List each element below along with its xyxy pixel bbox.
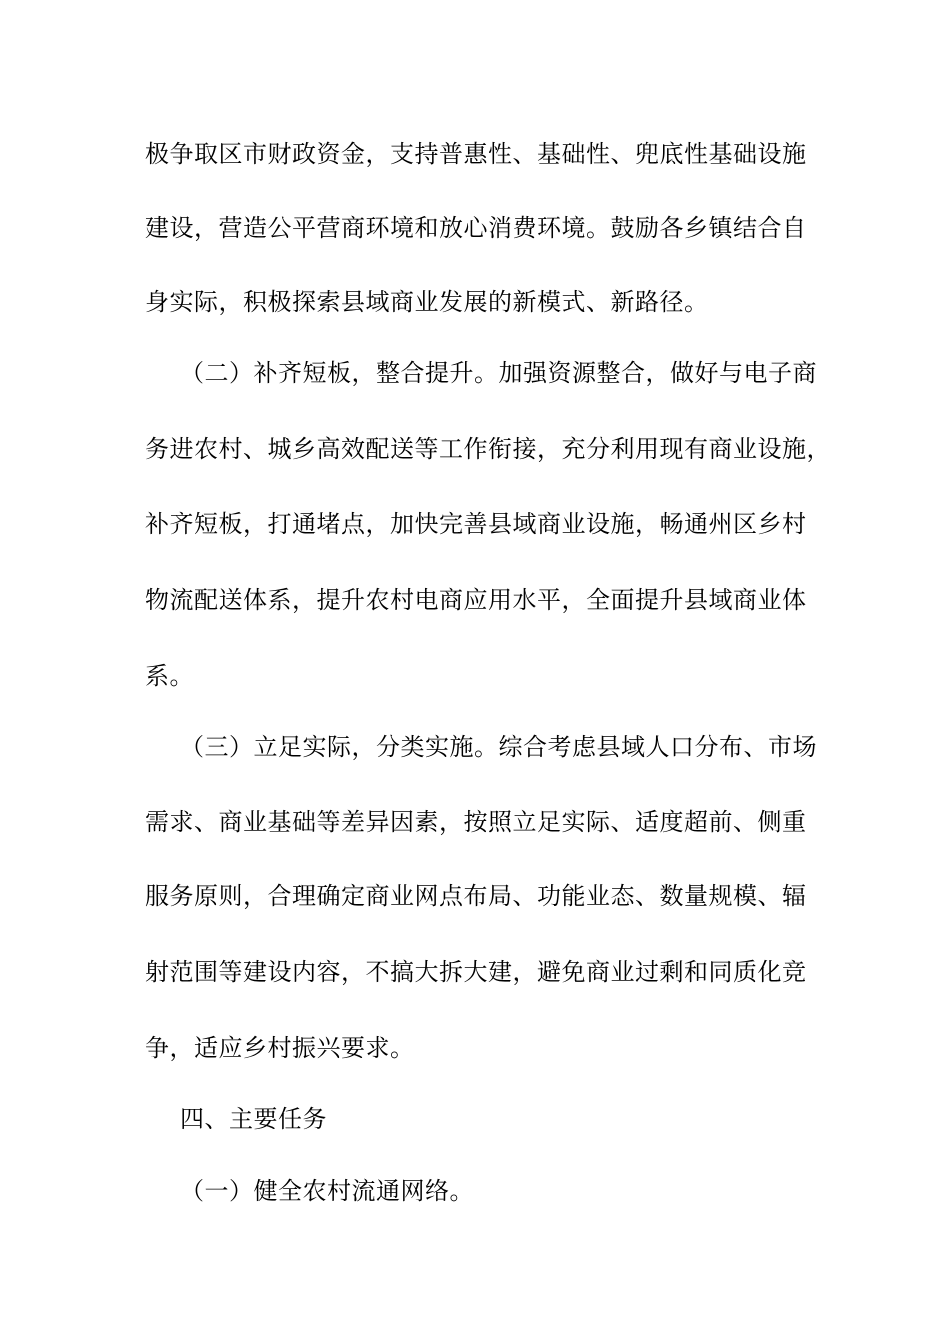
subsection-heading-1: （一）健全农村流通网络。 xyxy=(180,1177,474,1205)
text-line: 射范围等建设内容，不搞大拆大建，避免商业过剩和同质化竞 xyxy=(145,958,807,986)
text-line: 服务原则，合理确定商业网点布局、功能业态、数量规模、辐 xyxy=(145,882,807,910)
text-line: 补齐短板，打通堵点，加快完善县域商业设施，畅通州区乡村 xyxy=(145,510,807,538)
section-title-main-tasks: 四、主要任务 xyxy=(180,1105,327,1133)
text-line: 系。 xyxy=(145,662,194,690)
text-line: 物流配送体系，提升农村电商应用水平，全面提升县域商业体 xyxy=(145,586,807,614)
text-line: 极争取区市财政资金，支持普惠性、基础性、兜底性基础设施 xyxy=(145,140,807,168)
text-line: 建设，营造公平营商环境和放心消费环境。鼓励各乡镇结合自 xyxy=(145,214,807,242)
text-line: 务进农村、城乡高效配送等工作衔接，充分利用现有商业设施， xyxy=(145,435,831,463)
text-line: 身实际，积极探索县域商业发展的新模式、新路径。 xyxy=(145,288,709,316)
section-heading-2: （二）补齐短板，整合提升。加强资源整合，做好与电子商 xyxy=(180,359,817,387)
text-line: 争，适应乡村振兴要求。 xyxy=(145,1034,415,1062)
text-line: 需求、商业基础等差异因素，按照立足实际、适度超前、侧重 xyxy=(145,808,807,836)
section-heading-3: （三）立足实际，分类实施。综合考虑县域人口分布、市场 xyxy=(180,733,817,761)
